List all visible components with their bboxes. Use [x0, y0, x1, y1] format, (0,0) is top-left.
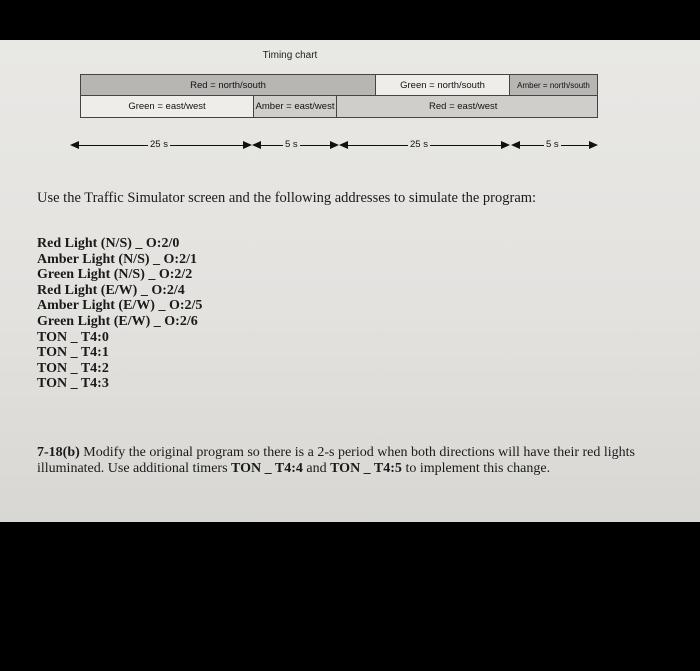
- address-item: TON _ T4:2: [37, 360, 109, 376]
- address-item: Amber Light (N/S) _ O:2/1: [37, 251, 197, 267]
- address-item: Red Light (N/S) _ O:2/0: [37, 236, 180, 251]
- address-item: Green Light (E/W) _ O:2/6: [37, 313, 198, 329]
- duration-label: 25 s: [150, 139, 168, 150]
- problem-timer-b: TON _ T4:5: [330, 461, 402, 476]
- arrow-right-icon: [589, 141, 598, 149]
- textbook-page: [0, 40, 700, 522]
- address-item: TON _ T4:3: [37, 376, 109, 392]
- problem-text: Modify the original program so there is a 2-s period when both directions will have their red lights illuminated. Use additional timers: [37, 445, 635, 476]
- address-item: TON _ T4:0: [37, 329, 109, 345]
- timing-durations: [80, 138, 600, 152]
- timing-row-east-west: [80, 96, 598, 118]
- address-item: Amber Light (E/W) _ O:2/5: [37, 298, 203, 314]
- cell-red-north-south: Red = north/south: [190, 79, 266, 91]
- problem-number: 7-18(b): [37, 445, 80, 460]
- cell-green-north-south: Green = north/south: [375, 75, 509, 95]
- address-item: TON _ T4:1: [37, 345, 109, 361]
- problem-timer-a: TON _ T4:4: [231, 461, 303, 476]
- address-list: [37, 236, 437, 392]
- problem-text: to implement this change.: [401, 461, 551, 476]
- timing-row-north-south: [80, 74, 598, 96]
- cell-amber-north-south: Amber = north/south: [509, 75, 597, 95]
- cell-red-east-west: Red = east/west: [336, 96, 597, 117]
- duration-label: 25 s: [410, 139, 428, 150]
- problem-text: and: [302, 461, 331, 476]
- arrow-right-icon: [501, 141, 510, 149]
- duration-label: 5 s: [546, 139, 559, 150]
- address-item: Green Light (N/S) _ O:2/2: [37, 267, 193, 283]
- arrow-right-icon: [243, 141, 252, 149]
- timing-chart-title: Timing chart: [262, 50, 318, 61]
- problem-7-18b: [37, 445, 657, 477]
- duration-label: 5 s: [285, 139, 298, 150]
- instruction-text: Use the Traffic Simulator screen and the following addresses to simulate the program:: [37, 190, 537, 206]
- arrow-right-icon: [330, 141, 339, 149]
- address-item: Red Light (E/W) _ O:2/4: [37, 282, 185, 298]
- cell-green-east-west: Green = east/west: [81, 96, 253, 117]
- cell-amber-east-west: Amber = east/west: [253, 96, 336, 117]
